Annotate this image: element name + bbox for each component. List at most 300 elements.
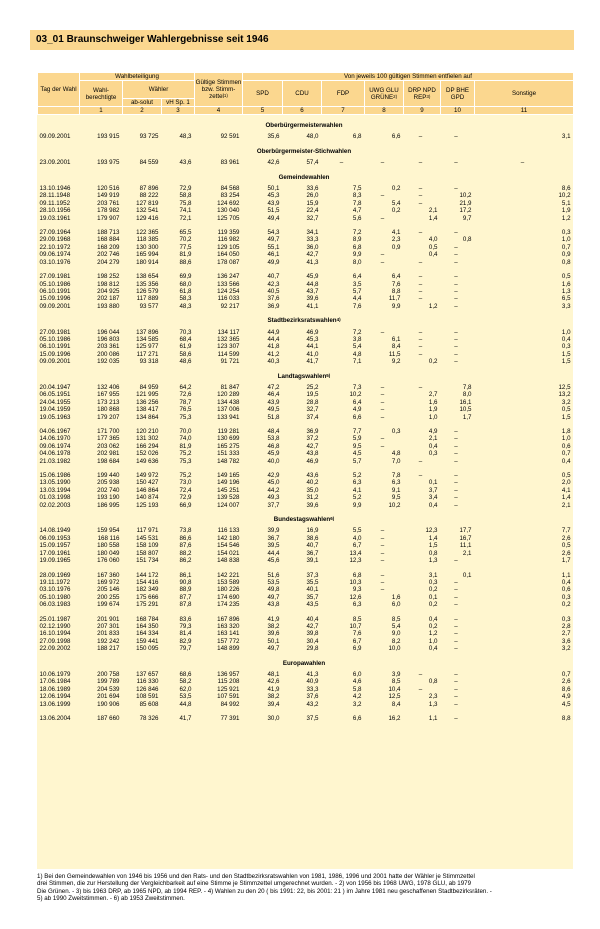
table-cell: 6,8: [352, 243, 362, 251]
table-cell: –: [454, 328, 458, 336]
table-cell: 5,2: [352, 472, 362, 480]
table-cell: –: [418, 159, 423, 167]
table-row: [38, 159, 574, 166]
table-cell: 178 087: [217, 258, 240, 266]
table-cell: 115 208: [217, 678, 240, 686]
table-cell: 5,7: [352, 287, 362, 295]
table-cell: –: [418, 199, 423, 207]
table-row: [38, 586, 574, 593]
table-cell: 136 957: [217, 670, 240, 678]
table-cell: –: [418, 295, 423, 303]
table-cell: 196 044: [97, 328, 120, 336]
table-cell: 37,5: [306, 715, 319, 722]
election-date-cell: 05.10.1986: [39, 280, 71, 288]
table-row: [38, 428, 574, 435]
table-cell: 9,5: [391, 494, 401, 502]
table-cell: 8,5: [391, 615, 401, 623]
table-cell: 43,8: [306, 450, 319, 458]
section-heading-row: [38, 653, 574, 671]
table-cell: 134 117: [217, 328, 240, 336]
table-cell: 4,2: [352, 693, 362, 701]
table-cell: 1,5: [428, 542, 438, 550]
table-cell: 16,7: [459, 534, 472, 542]
table-cell: 36,9: [306, 428, 319, 435]
table-cell: 38,2: [267, 693, 280, 701]
election-date-cell: 14.08.1949: [39, 527, 71, 535]
table-cell: 76,5: [179, 406, 192, 414]
table-cell: 75,3: [179, 457, 192, 465]
table-cell: 36,0: [306, 243, 319, 251]
group-spacer: [38, 266, 574, 273]
table-cell: 10,5: [459, 406, 472, 414]
table-cell: 55,1: [267, 243, 280, 251]
table-cell: 50,1: [267, 637, 280, 645]
table-cell: 30,0: [267, 715, 280, 722]
table-cell: 204 925: [97, 287, 120, 295]
table-cell: 4,9: [352, 406, 362, 414]
table-row: [38, 215, 574, 222]
table-cell: 41,2: [267, 350, 280, 358]
table-cell: 149 972: [136, 472, 159, 480]
table-cell: 72,1: [179, 214, 192, 222]
table-cell: 36,9: [267, 302, 280, 310]
table-body: [38, 115, 574, 723]
table-cell: 1,1: [428, 715, 438, 722]
section-title-text: Oberbürgermeister-Stichwahlen: [256, 147, 352, 155]
table-cell: 182 349: [136, 586, 159, 594]
table-cell: 48,1: [267, 670, 280, 678]
table-cell: 117 971: [136, 527, 159, 535]
table-cell: 158 807: [136, 549, 159, 557]
table-cell: 41,0: [306, 350, 319, 358]
table-cell: 193 190: [97, 494, 120, 502]
table-cell: –: [380, 542, 385, 550]
table-cell: 0,3: [561, 343, 571, 351]
table-cell: 205 146: [97, 586, 120, 594]
group-spacer-cell: [38, 465, 574, 472]
table-cell: 1,3: [428, 557, 438, 565]
table-row: [38, 336, 574, 343]
table-cell: –: [454, 479, 458, 487]
table-cell: 36,7: [267, 534, 280, 542]
table-row: [38, 351, 574, 358]
table-cell: 46,9: [306, 328, 319, 336]
election-date-cell: 03.10.1976: [39, 258, 71, 266]
election-date-cell: 09.09.2001: [39, 133, 71, 141]
table-cell: 187 660: [97, 715, 120, 722]
table-cell: 165 994: [136, 251, 159, 259]
election-date-cell: 09.11.1952: [39, 199, 71, 207]
table-cell: 6,1: [391, 335, 401, 343]
table-row: [38, 623, 574, 630]
table-cell: 164 350: [136, 622, 159, 630]
table-cell: 116 982: [217, 236, 240, 244]
table-cell: 85 608: [139, 700, 159, 708]
table-cell: 0,4: [428, 442, 438, 450]
table-cell: 0,2: [428, 601, 438, 609]
table-cell: –: [454, 578, 458, 586]
table-cell: 148 838: [217, 557, 240, 565]
table-row: [38, 616, 574, 623]
table-cell: 31,2: [306, 494, 319, 502]
table-cell: 1,4: [428, 534, 438, 542]
section-title-sup: 4): [336, 317, 341, 323]
table-cell: 41,1: [306, 302, 319, 310]
table-cell: 127 819: [136, 199, 159, 207]
table-cell: 8,6: [561, 685, 571, 693]
table-cell: –: [454, 637, 458, 645]
table-cell: 41,7: [179, 715, 192, 722]
table-row: [38, 479, 574, 486]
table-row: [38, 450, 574, 457]
election-date-cell: 22.10.1972: [39, 243, 71, 251]
table-cell: 163 141: [217, 630, 240, 638]
table-cell: 33,3: [306, 236, 319, 244]
table-cell: 29,8: [306, 645, 319, 653]
table-cell: 133 941: [217, 413, 240, 421]
table-cell: 88,6: [179, 258, 192, 266]
table-cell: 144 172: [136, 571, 159, 579]
table-cell: 193 880: [97, 302, 120, 310]
table-cell: 178 982: [97, 207, 120, 215]
table-cell: 53,5: [179, 693, 192, 701]
election-date-cell: 20.04.1947: [39, 383, 71, 391]
table-cell: 152 026: [136, 450, 159, 458]
table-cell: 1,2: [428, 302, 438, 310]
table-cell: 11,1: [459, 542, 472, 550]
table-cell: 120 516: [97, 185, 120, 193]
table-cell: 173 213: [97, 398, 120, 406]
table-cell: –: [418, 472, 423, 480]
table-cell: 0,4: [561, 457, 571, 465]
table-cell: 134 864: [136, 413, 159, 421]
table-cell: 81,4: [179, 630, 192, 638]
table-cell: –: [454, 295, 458, 303]
table-cell: 0,7: [561, 243, 571, 251]
table-row: [38, 200, 574, 207]
table-cell: 0,1: [462, 571, 472, 579]
table-cell: 91 721: [220, 358, 240, 366]
table-cell: –: [454, 243, 458, 251]
table-cell: 157 772: [217, 637, 240, 645]
table-cell: 84 568: [220, 185, 240, 193]
table-cell: 125 193: [136, 501, 159, 509]
table-cell: 93 725: [139, 133, 159, 141]
table-cell: 0,4: [428, 501, 438, 509]
table-cell: 151 333: [217, 450, 240, 458]
group-spacer: [38, 222, 574, 229]
table-cell: 3,1: [428, 571, 438, 579]
table-cell: –: [380, 258, 385, 266]
table-cell: 142 180: [217, 534, 240, 542]
table-cell: 64,2: [179, 383, 192, 391]
table-cell: 16,9: [306, 527, 319, 535]
table-cell: 37,6: [267, 295, 280, 303]
table-cell: 74,0: [179, 435, 192, 443]
table-cell: –: [380, 435, 385, 443]
table-cell: 39,6: [267, 630, 280, 638]
table-cell: 0,5: [561, 472, 571, 480]
table-cell: 2,3: [428, 693, 438, 701]
table-cell: 34,1: [306, 229, 319, 237]
table-cell: 0,9: [391, 243, 401, 251]
table-cell: 171 700: [97, 428, 120, 435]
table-cell: 35,0: [306, 486, 319, 494]
table-cell: 2,1: [462, 549, 472, 557]
election-date-cell: 29.09.1968: [39, 236, 71, 244]
table-cell: 0,4: [428, 615, 438, 623]
table-cell: 44,8: [306, 280, 319, 288]
table-cell: –: [454, 586, 458, 594]
header-party-label: Sonstige: [511, 90, 537, 97]
table-cell: 16,2: [388, 715, 401, 722]
table-cell: 78,7: [179, 398, 192, 406]
election-date-cell: 12.06.1994: [39, 693, 71, 701]
table-cell: 2,6: [561, 678, 571, 686]
table-cell: 40,7: [267, 273, 280, 281]
table-cell: 0,2: [561, 601, 571, 609]
table-cell: 126 846: [136, 685, 159, 693]
table-cell: 90,8: [179, 578, 192, 586]
table-cell: 5,8: [352, 685, 362, 693]
table-cell: 74,1: [179, 207, 192, 215]
table-row: [38, 192, 574, 199]
table-cell: 5,7: [352, 457, 362, 465]
table-row: [38, 458, 574, 465]
table-cell: 39,6: [306, 501, 319, 509]
table-cell: 2,1: [428, 207, 438, 215]
table-cell: 5,9: [352, 435, 362, 443]
table-cell: 116 133: [217, 527, 240, 535]
table-cell: 1,4: [561, 494, 571, 502]
table-cell: 203 761: [97, 199, 120, 207]
table-cell: 7,8: [391, 472, 401, 480]
table-cell: –: [454, 350, 458, 358]
table-cell: 9,3: [352, 586, 362, 594]
table-cell: 92 217: [220, 302, 240, 310]
table-cell: 45,9: [306, 273, 319, 281]
table-cell: 0,3: [428, 450, 438, 458]
table-cell: 0,7: [561, 670, 571, 678]
table-row: [38, 435, 574, 442]
table-cell: 28,8: [306, 398, 319, 406]
table-cell: 202 746: [97, 251, 120, 259]
table-cell: 40,0: [267, 457, 280, 465]
table-cell: 198 812: [97, 280, 120, 288]
table-row: [38, 638, 574, 645]
table-cell: –: [380, 586, 385, 594]
table-cell: 166 294: [136, 442, 159, 450]
table-cell: 6,8: [352, 133, 362, 141]
election-date-cell: 22.09.2002: [39, 645, 71, 653]
table-cell: 43,5: [306, 601, 319, 609]
table-cell: –: [454, 442, 458, 450]
table-cell: 12,3: [349, 557, 362, 565]
footnote-line: drei Stimmen, die zur Herstellung der Vergleichbarkeit auf eine Stimme je Stimmzettel umgerechnet wurden. - 2) von 1956 bis 1968 UWG, 1978 GLU, ab 1979: [37, 880, 472, 888]
table-cell: –: [380, 391, 385, 399]
table-cell: 51,8: [267, 413, 280, 421]
table-cell: 138 417: [136, 406, 159, 414]
table-cell: 9,0: [391, 630, 401, 638]
header-von-jeweils: Von jeweils 100 gültigen Stimmen entfielen auf: [243, 73, 574, 81]
table-cell: –: [380, 549, 385, 557]
header-party-4: [365, 81, 404, 107]
table-cell: 0,8: [561, 258, 571, 266]
table-cell: 180 868: [97, 406, 120, 414]
table-cell: 1,2: [428, 630, 438, 638]
election-date-cell: 28.11.1948: [39, 192, 71, 200]
column-number: 8: [365, 107, 404, 115]
election-date-cell: 02.12.1990: [39, 622, 71, 630]
election-date-cell: 19.11.1972: [39, 578, 71, 586]
table-cell: 0,5: [561, 542, 571, 550]
table-row: [38, 527, 574, 534]
table-row: [38, 236, 574, 243]
table-cell: 2,6: [561, 549, 571, 557]
table-cell: 108 591: [136, 693, 159, 701]
table-cell: –: [454, 593, 458, 601]
election-date-cell: 15.09.1996: [39, 295, 71, 303]
table-cell: 196 803: [97, 335, 120, 343]
election-date-cell: 19.04.1959: [39, 406, 71, 414]
section-title: [38, 509, 574, 527]
section-title: [38, 115, 574, 134]
table-cell: 167 360: [97, 571, 120, 579]
table-cell: 4,1: [391, 229, 401, 237]
table-cell: 0,4: [428, 645, 438, 653]
section-heading-row: [38, 310, 574, 328]
table-cell: 1,7: [561, 557, 571, 565]
table-row: [38, 288, 574, 295]
table-cell: 6,4: [391, 273, 401, 281]
table-cell: 39,5: [267, 542, 280, 550]
table-cell: 3,7: [428, 486, 438, 494]
table-row: [38, 572, 574, 579]
table-cell: 32,7: [306, 406, 319, 414]
table-cell: 1,9: [561, 207, 571, 215]
table-cell: 6,4: [352, 398, 362, 406]
section-title: [38, 310, 574, 328]
table-cell: 8,4: [391, 343, 401, 351]
column-number: 1: [80, 107, 123, 115]
table-cell: 88,2: [179, 549, 192, 557]
group-spacer-cell: [38, 609, 574, 616]
table-row: [38, 406, 574, 413]
table-cell: 53,8: [267, 435, 280, 443]
table-cell: 39,4: [267, 700, 280, 708]
table-cell: 70,2: [179, 236, 192, 244]
table-cell: 137 006: [217, 406, 240, 414]
table-cell: 17,7: [459, 527, 472, 535]
table-cell: 125 705: [217, 214, 240, 222]
table-cell: 8,8: [391, 287, 401, 295]
table-cell: 4,0: [428, 236, 438, 244]
table-cell: 202 981: [97, 450, 120, 458]
table-cell: 45,3: [306, 335, 319, 343]
table-cell: 114 599: [217, 350, 240, 358]
election-date-cell: 04.06.1978: [39, 450, 71, 458]
table-cell: –: [454, 501, 458, 509]
table-cell: 9,1: [391, 486, 401, 494]
table-cell: 125 921: [217, 685, 240, 693]
table-cell: –: [454, 229, 458, 237]
election-date-cell: 27.09.1981: [39, 328, 71, 336]
table-cell: 3,2: [561, 645, 571, 653]
table-cell: 21,9: [459, 199, 472, 207]
table-cell: 15,9: [306, 199, 319, 207]
table-row: [38, 185, 574, 192]
table-cell: –: [380, 578, 385, 586]
table-cell: 5,5: [352, 527, 362, 535]
table-cell: 42,7: [306, 251, 319, 259]
table-cell: 43,9: [267, 199, 280, 207]
header-party-1: [243, 81, 283, 107]
table-cell: –: [454, 693, 458, 701]
table-cell: 69,9: [179, 273, 192, 281]
table-cell: 72,9: [179, 494, 192, 502]
table-cell: –: [418, 273, 423, 281]
table-cell: 93 318: [139, 358, 159, 366]
table-cell: 153 589: [217, 578, 240, 586]
table-cell: –: [418, 280, 423, 288]
table-cell: 61,9: [179, 343, 192, 351]
table-cell: –: [339, 159, 344, 167]
table-cell: 40,1: [306, 586, 319, 594]
table-cell: 1,6: [391, 593, 401, 601]
table-row: [38, 133, 574, 140]
table-cell: 83,6: [179, 615, 192, 623]
table-cell: 1,0: [561, 236, 571, 244]
group-spacer-cell: [38, 222, 574, 229]
table-cell: 48,4: [267, 428, 280, 435]
table-cell: 120 210: [136, 428, 159, 435]
table-cell: 87,8: [179, 601, 192, 609]
table-cell: 6,4: [352, 273, 362, 281]
table-cell: 70,0: [179, 428, 192, 435]
table-cell: 51,6: [267, 571, 280, 579]
section-title-text: Stadtbezirksratswahlen: [267, 317, 337, 325]
table-cell: 9,9: [391, 302, 401, 310]
election-date-cell: 06.05.1951: [39, 391, 71, 399]
table-cell: 11,5: [388, 350, 401, 358]
footnote-line: 5) ab 1990 Zweitstimmen. - 6) ab 1953 Zweitstimmen.: [37, 894, 185, 902]
election-date-cell: 28.10.1956: [39, 207, 71, 215]
table-cell: 139 528: [217, 494, 240, 502]
table-cell: 3,4: [428, 494, 438, 502]
table-cell: 201 901: [97, 615, 120, 623]
group-spacer: [38, 565, 574, 572]
table-cell: 7,6: [352, 630, 362, 638]
table-cell: 49,7: [267, 645, 280, 653]
table-cell: 43,8: [267, 601, 280, 609]
table-row: [38, 399, 574, 406]
election-date-cell: 17.06.1984: [39, 678, 71, 686]
table-cell: 30,4: [306, 637, 319, 645]
group-spacer-cell: [38, 708, 574, 715]
table-cell: 146 864: [136, 486, 159, 494]
table-cell: 42,7: [306, 442, 319, 450]
table-cell: 0,6: [561, 442, 571, 450]
table-row: [38, 295, 574, 302]
table-cell: 40,4: [306, 615, 319, 623]
table-cell: 49,9: [267, 258, 280, 266]
table-cell: –: [454, 622, 458, 630]
table-cell: 58,8: [179, 192, 192, 200]
table-cell: 180 558: [97, 542, 120, 550]
table-cell: 134 585: [136, 335, 159, 343]
table-cell: 9,9: [352, 251, 362, 259]
table-cell: 5,4: [391, 199, 401, 207]
